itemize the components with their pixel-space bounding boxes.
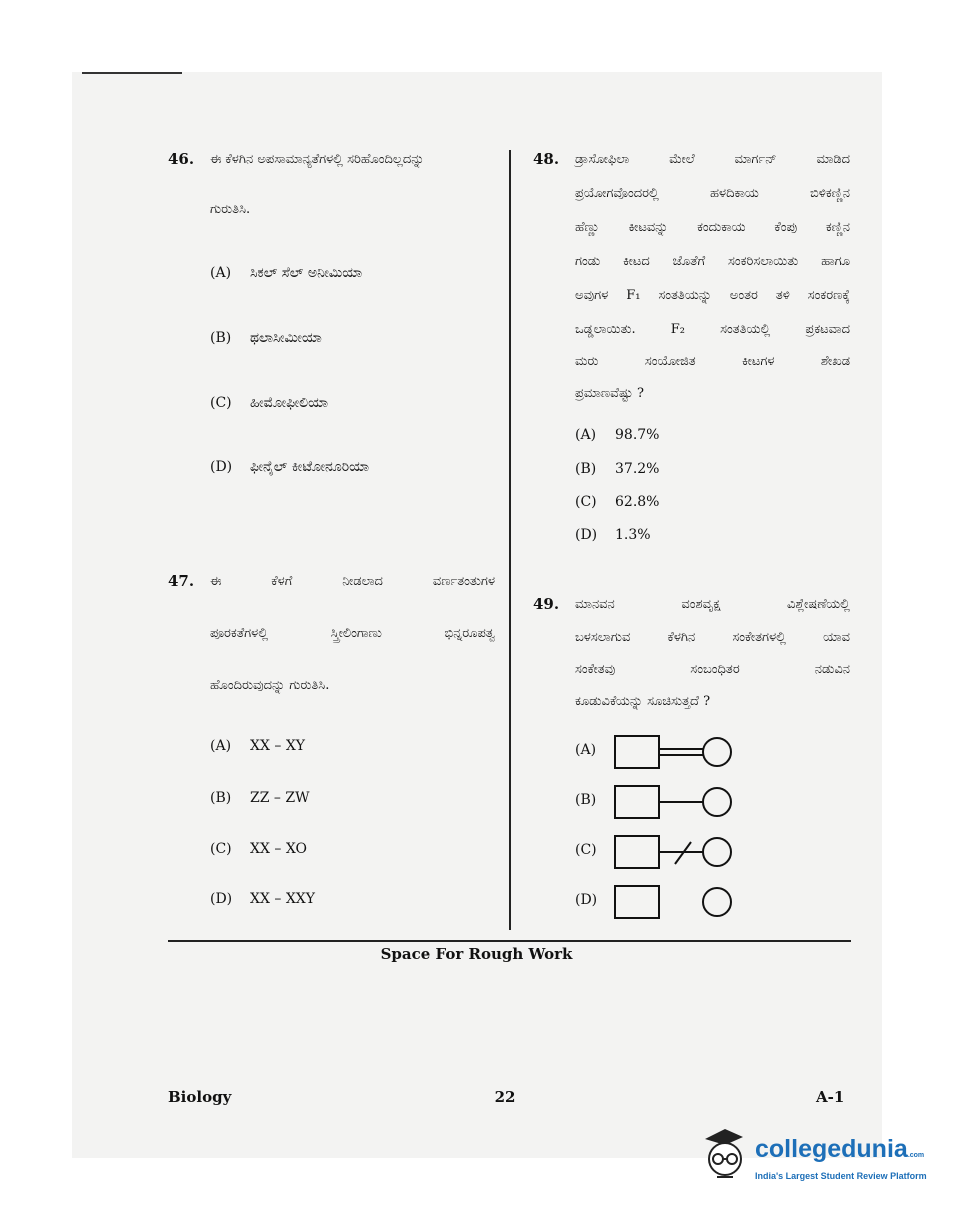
brand-name: collegedunia — [755, 1135, 908, 1163]
footer-page-number: 22 — [494, 1088, 516, 1106]
option-label: (C) — [210, 395, 232, 411]
q49-option-a[interactable] — [575, 742, 615, 758]
q49-option-d[interactable] — [575, 892, 615, 908]
option-text: ಹೀಮೋಫೀಲಿಯಾ — [250, 395, 329, 411]
option-text: 37.2% — [615, 461, 660, 477]
single-line-square-circle-icon — [613, 784, 733, 820]
q49-line-2: ಬಳಸಲಾಗುವ ಕೆಳಗಿನ ಸಂಕೇತಗಳಲ್ಲಿ ಯಾವ — [575, 630, 850, 645]
q46-option-d[interactable] — [210, 459, 369, 475]
q49-option-b[interactable] — [575, 792, 615, 808]
option-text: ZZ – ZW — [250, 790, 310, 806]
q48-option-c[interactable] — [575, 494, 659, 510]
option-text: XX – XO — [250, 841, 308, 857]
option-label: (D) — [210, 891, 233, 907]
option-label: (A) — [210, 738, 232, 754]
broken-line-square-circle-icon — [613, 834, 733, 870]
option-text: ಫೀನೈಲ್ ಕೀಟೋನೂರಿಯಾ — [250, 459, 370, 475]
q47-number: 47. — [168, 572, 195, 590]
q46-option-b[interactable] — [210, 330, 322, 346]
top-rule — [82, 72, 182, 74]
option-text: 62.8% — [615, 494, 660, 510]
option-label: (D) — [575, 892, 598, 908]
option-label: (B) — [575, 461, 597, 477]
q47-line-3: ಹೊಂದಿರುವುದನ್ನು ಗುರುತಿಸಿ. — [210, 678, 330, 693]
q49-line-4: ಕೂಡುವಿಕೆಯನ್ನು ಸೂಚಿಸುತ್ತದೆ ? — [575, 694, 711, 709]
brand-domain: .com — [907, 1152, 925, 1159]
double-line-square-circle-icon — [613, 734, 733, 770]
q46-option-a[interactable] — [210, 265, 362, 281]
option-text: 98.7% — [615, 427, 660, 443]
q48-line-5: ಅವುಗಳ F₁ ಸಂತತಿಯನ್ನು ಅಂತರ ತಳಿ ಸಂಕರಣಕ್ಕೆ — [575, 288, 850, 303]
option-text: ಥಲಾಸೀಮೀಯಾ — [250, 330, 322, 346]
q48-line-7: ಮರು ಸಂಯೋಜಿತ ಕೀಟಗಳ ಶೇಖಡ — [575, 354, 850, 369]
q46-number: 46. — [168, 150, 195, 168]
q47-option-c[interactable] — [210, 841, 307, 857]
q48-line-4: ಗಂಡು ಕೀಟದ ಜೊತೆಗೆ ಸಂಕರಿಸಲಾಯಿತು ಹಾಗೂ — [575, 254, 850, 269]
footer-subject: Biology — [168, 1088, 232, 1106]
q49-option-c[interactable] — [575, 842, 615, 858]
option-text: XX – XY — [250, 738, 306, 754]
q47-option-a[interactable] — [210, 738, 305, 754]
option-text: ಸಿಕಲ್ ಸೆಲ್ ಅನೀಮಿಯಾ — [250, 265, 363, 281]
option-label: (C) — [575, 842, 597, 858]
option-text: 1.3% — [615, 527, 651, 543]
rough-work-divider — [168, 940, 851, 942]
q48-option-b[interactable] — [575, 461, 659, 477]
q48-line-1: ಡ್ರಾಸೋಫಿಲಾ ಮೇಲೆ ಮಾರ್ಗನ್ ಮಾಡಿದ — [575, 152, 850, 167]
q46-line-1: ಈ ಕೆಳಗಿನ ಅಪಸಾಮಾನ್ಯತೆಗಳಲ್ಲಿ ಸರಿಹೊಂದಿಲ್ಲದನ್ನು — [210, 152, 425, 167]
q47-line-1: ಈ ಕೆಳಗೆ ನೀಡಲಾದ ವರ್ಣತಂತುಗಳ — [210, 574, 495, 589]
brand-logo — [755, 1135, 924, 1164]
option-label: (A) — [575, 427, 597, 443]
q46-line-2: ಗುರುತಿಸಿ. — [210, 202, 251, 217]
option-label: (C) — [210, 841, 232, 857]
footer-code: A-1 — [816, 1088, 845, 1106]
q48-option-d[interactable] — [575, 527, 651, 543]
option-label: (A) — [575, 742, 597, 758]
option-text: XX – XXY — [250, 891, 316, 907]
q48-line-3: ಹೆಣ್ಣು ಕೀಟವನ್ನು ಕಂದುಕಾಯ ಕೆಂಪು ಕಣ್ಣಿನ — [575, 220, 850, 235]
mascot-icon — [695, 1125, 753, 1193]
q46-option-c[interactable] — [210, 395, 328, 411]
q48-line-8: ಪ್ರಮಾಣವೆಷ್ಟು ? — [575, 386, 644, 401]
option-label: (D) — [210, 459, 233, 475]
q49-number: 49. — [533, 595, 560, 613]
q48-line-2: ಪ್ರಯೋಗವೊಂದರಲ್ಲಿ ಹಳದಿಕಾಯ ಬಿಳಿಕಣ್ಣಿನ — [575, 186, 850, 201]
option-label: (C) — [575, 494, 597, 510]
option-label: (B) — [210, 330, 232, 346]
q49-line-1: ಮಾನವನ ವಂಶವೃಕ್ಷ ವಿಶ್ಲೇಷಣೆಯಲ್ಲಿ — [575, 597, 850, 612]
option-label: (D) — [575, 527, 598, 543]
option-label: (B) — [210, 790, 232, 806]
q49-line-3: ಸಂಕೇತವು ಸಂಬಂಧಿತರ ನಡುವಿನ — [575, 662, 850, 677]
q47-line-2: ಪೂರಕತೆಗಳಲ್ಲಿ ಸ್ತ್ರೀಲಿಂಗಾಣು ಭಿನ್ನರೂಪತ್ವ — [210, 626, 495, 641]
column-divider — [509, 150, 511, 930]
brand-watermark — [695, 1125, 935, 1195]
q47-option-d[interactable] — [210, 891, 315, 907]
q48-option-a[interactable] — [575, 427, 659, 443]
option-label: (A) — [210, 265, 232, 281]
brand-tagline: India's Largest Student Review Platform — [755, 1171, 927, 1181]
q48-line-6: ಒಡ್ಡಲಾಯಿತು. F₂ ಸಂತತಿಯಲ್ಲಿ ಪ್ರಕಟವಾದ — [575, 322, 850, 337]
q47-option-b[interactable] — [210, 790, 309, 806]
rough-work-label: Space For Rough Work — [380, 945, 573, 963]
q48-number: 48. — [533, 150, 560, 168]
option-label: (B) — [575, 792, 597, 808]
unlinked-square-circle-icon — [613, 884, 733, 920]
